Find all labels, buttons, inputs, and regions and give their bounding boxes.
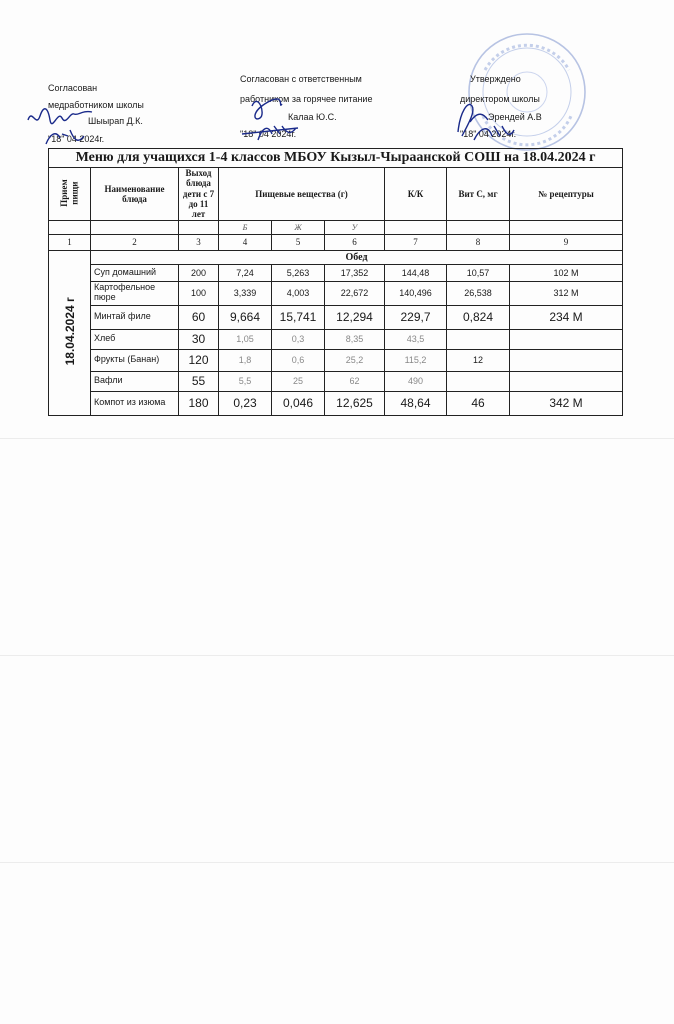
scan-artifact: [0, 862, 674, 863]
approval-catering-line1: Согласован с ответственным: [240, 74, 362, 84]
dish-fat: 15,741: [272, 305, 325, 329]
dish-yield: 120: [179, 349, 219, 371]
approval-catering-line2: работником за горячее питание: [240, 94, 373, 104]
sub-empty: [179, 220, 219, 234]
dish-recipe: 342 М: [510, 391, 623, 415]
dish-kcal: 115,2: [385, 349, 447, 371]
col-number: 4: [219, 234, 272, 250]
dish-vitc: 26,538: [447, 281, 510, 305]
dish-fat: 0,6: [272, 349, 325, 371]
sub-empty: [447, 220, 510, 234]
table-row: [49, 371, 623, 391]
dish-name: Хлеб: [91, 329, 179, 349]
header-meal-label: Прием пищи: [59, 179, 80, 207]
dish-carbs: 22,672: [325, 281, 385, 305]
dish-recipe: 234 М: [510, 305, 623, 329]
dish-vitc: 10,57: [447, 264, 510, 281]
dish-name: Компот из изюма: [91, 391, 179, 415]
dish-yield: 180: [179, 391, 219, 415]
menu-title: Меню для учащихся 1-4 классов МБОУ Кызыл-Чыраанской СОШ на 18.04.2024 г: [49, 149, 623, 168]
dish-fat: 0,046: [272, 391, 325, 415]
dish-protein: 1,8: [219, 349, 272, 371]
approval-medic-name: Шыырап Д.К.: [88, 116, 143, 126]
menu-table: [48, 148, 623, 416]
col-number: 2: [91, 234, 179, 250]
sub-empty: [510, 220, 623, 234]
dish-recipe: 312 М: [510, 281, 623, 305]
header-nutrients: Пищевые вещества (г): [219, 168, 385, 221]
header-meal: [49, 168, 91, 221]
meal-label: Обед: [91, 250, 623, 264]
col-number: 1: [49, 234, 91, 250]
dish-vitc: [447, 329, 510, 349]
approval-director-line2: директором школы: [460, 94, 540, 104]
dish-yield: 30: [179, 329, 219, 349]
col-number: 9: [510, 234, 623, 250]
date-cell: [49, 250, 91, 415]
dish-yield: 55: [179, 371, 219, 391]
approval-medic-line2: медработником школы: [48, 100, 144, 110]
scan-artifact: [0, 655, 674, 656]
dish-name: Минтай филе: [91, 305, 179, 329]
dish-fat: 0,3: [272, 329, 325, 349]
dish-yield: 100: [179, 281, 219, 305]
dish-name: Суп домашний: [91, 264, 179, 281]
table-row: [49, 281, 623, 305]
table-row: [49, 349, 623, 371]
dish-carbs: 62: [325, 371, 385, 391]
dish-protein: 1,05: [219, 329, 272, 349]
col-number: 7: [385, 234, 447, 250]
approval-director: [0, 0, 674, 150]
col-number: 8: [447, 234, 510, 250]
col-number: 3: [179, 234, 219, 250]
header-kcal: К/К: [385, 168, 447, 221]
dish-kcal: 43,5: [385, 329, 447, 349]
dish-recipe: [510, 371, 623, 391]
dish-carbs: 17,352: [325, 264, 385, 281]
approval-director-date: "18" 04 2024г.: [460, 129, 517, 139]
sub-empty: [385, 220, 447, 234]
approval-header: [0, 0, 674, 150]
dish-kcal: 490: [385, 371, 447, 391]
dish-fat: 5,263: [272, 264, 325, 281]
date-label: 18.04.2024 г: [62, 297, 77, 366]
col-number: 5: [272, 234, 325, 250]
dish-fat: 25: [272, 371, 325, 391]
table-row: [49, 391, 623, 415]
dish-vitc: 0,824: [447, 305, 510, 329]
dish-yield: 200: [179, 264, 219, 281]
dish-carbs: 8,35: [325, 329, 385, 349]
dish-name: Вафли: [91, 371, 179, 391]
dish-vitc: [447, 371, 510, 391]
header-dish: Наименование блюда: [91, 168, 179, 221]
dish-protein: 0,23: [219, 391, 272, 415]
dish-carbs: 12,625: [325, 391, 385, 415]
dish-fat: 4,003: [272, 281, 325, 305]
table-row: [49, 264, 623, 281]
dish-recipe: 102 М: [510, 264, 623, 281]
director-signature: [448, 92, 518, 144]
sub-header-carbs: У: [325, 220, 385, 234]
approval-catering-date: "18" 04 2024г.: [240, 129, 297, 139]
dish-kcal: 48,64: [385, 391, 447, 415]
dish-recipe: [510, 349, 623, 371]
dish-recipe: [510, 329, 623, 349]
dish-kcal: 140,496: [385, 281, 447, 305]
header-yield: Выход блюда дети с 7 до 11 лет: [179, 168, 219, 221]
sub-header-protein: Б: [219, 220, 272, 234]
dish-vitc: 46: [447, 391, 510, 415]
dish-vitc: 12: [447, 349, 510, 371]
col-number: 6: [325, 234, 385, 250]
dish-yield: 60: [179, 305, 219, 329]
dish-kcal: 229,7: [385, 305, 447, 329]
dish-carbs: 25,2: [325, 349, 385, 371]
sub-header-fat: Ж: [272, 220, 325, 234]
scan-artifact: [0, 438, 674, 439]
approval-catering-name: Калаа Ю.С.: [288, 112, 337, 122]
approval-director-name: Эрендей А.В: [488, 112, 542, 122]
dish-protein: 9,664: [219, 305, 272, 329]
dish-carbs: 12,294: [325, 305, 385, 329]
dish-protein: 3,339: [219, 281, 272, 305]
dish-name: Фрукты (Банан): [91, 349, 179, 371]
approval-medic-line1: Согласован: [48, 83, 98, 93]
dish-name: Картофельное пюре: [91, 281, 179, 305]
dish-protein: 7,24: [219, 264, 272, 281]
approval-director-line1: Утверждено: [470, 74, 521, 84]
header-recipe: № рецептуры: [510, 168, 623, 221]
dish-protein: 5,5: [219, 371, 272, 391]
sub-empty: [49, 220, 91, 234]
table-row: [49, 305, 623, 329]
approval-medic-date: "18" 04 2024г.: [48, 134, 105, 144]
header-vitc: Вит С, мг: [447, 168, 510, 221]
table-row: [49, 329, 623, 349]
sub-empty: [91, 220, 179, 234]
dish-kcal: 144,48: [385, 264, 447, 281]
